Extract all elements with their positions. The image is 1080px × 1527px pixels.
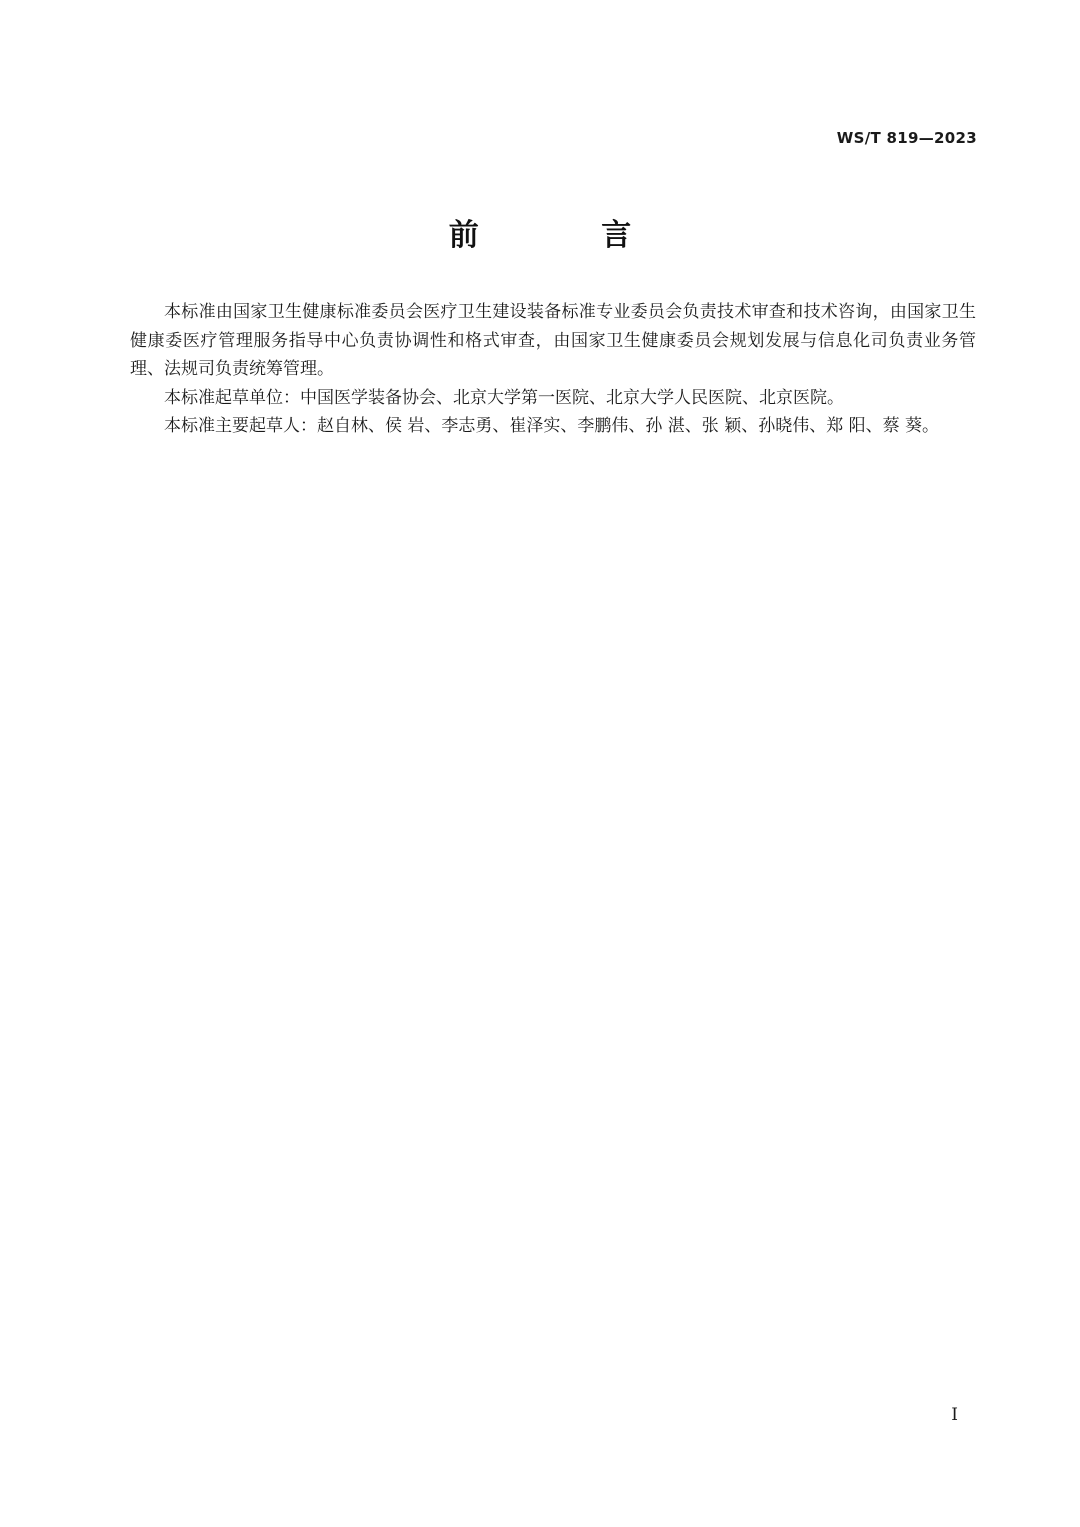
page-number: I bbox=[951, 1405, 958, 1425]
paragraph-review-responsibility: 本标准由国家卫生健康标准委员会医疗卫生建设装备标准专业委员会负责技术审查和技术咨询，由国家卫生健康委医疗管理服务指导中心负责协调性和格式审查，由国家卫生健康委员会规划发展与信息化司负责业务管理、法规司负责统筹管理。 bbox=[130, 302, 976, 379]
foreword-body bbox=[130, 298, 976, 441]
paragraph-drafting-units: 本标准起草单位：中国医学装备协会、北京大学第一医院、北京大学人民医院、北京医院。 bbox=[164, 387, 844, 408]
page-title: 前 言 bbox=[448, 218, 688, 253]
paragraph-main-drafters: 本标准主要起草人：赵自林、侯 岩、李志勇、崔泽实、李鹏伟、孙 湛、张 颖、孙晓伟、郑 阳、蔡 葵。 bbox=[164, 416, 940, 436]
document-code: WS/T 819—2023 bbox=[836, 129, 977, 147]
